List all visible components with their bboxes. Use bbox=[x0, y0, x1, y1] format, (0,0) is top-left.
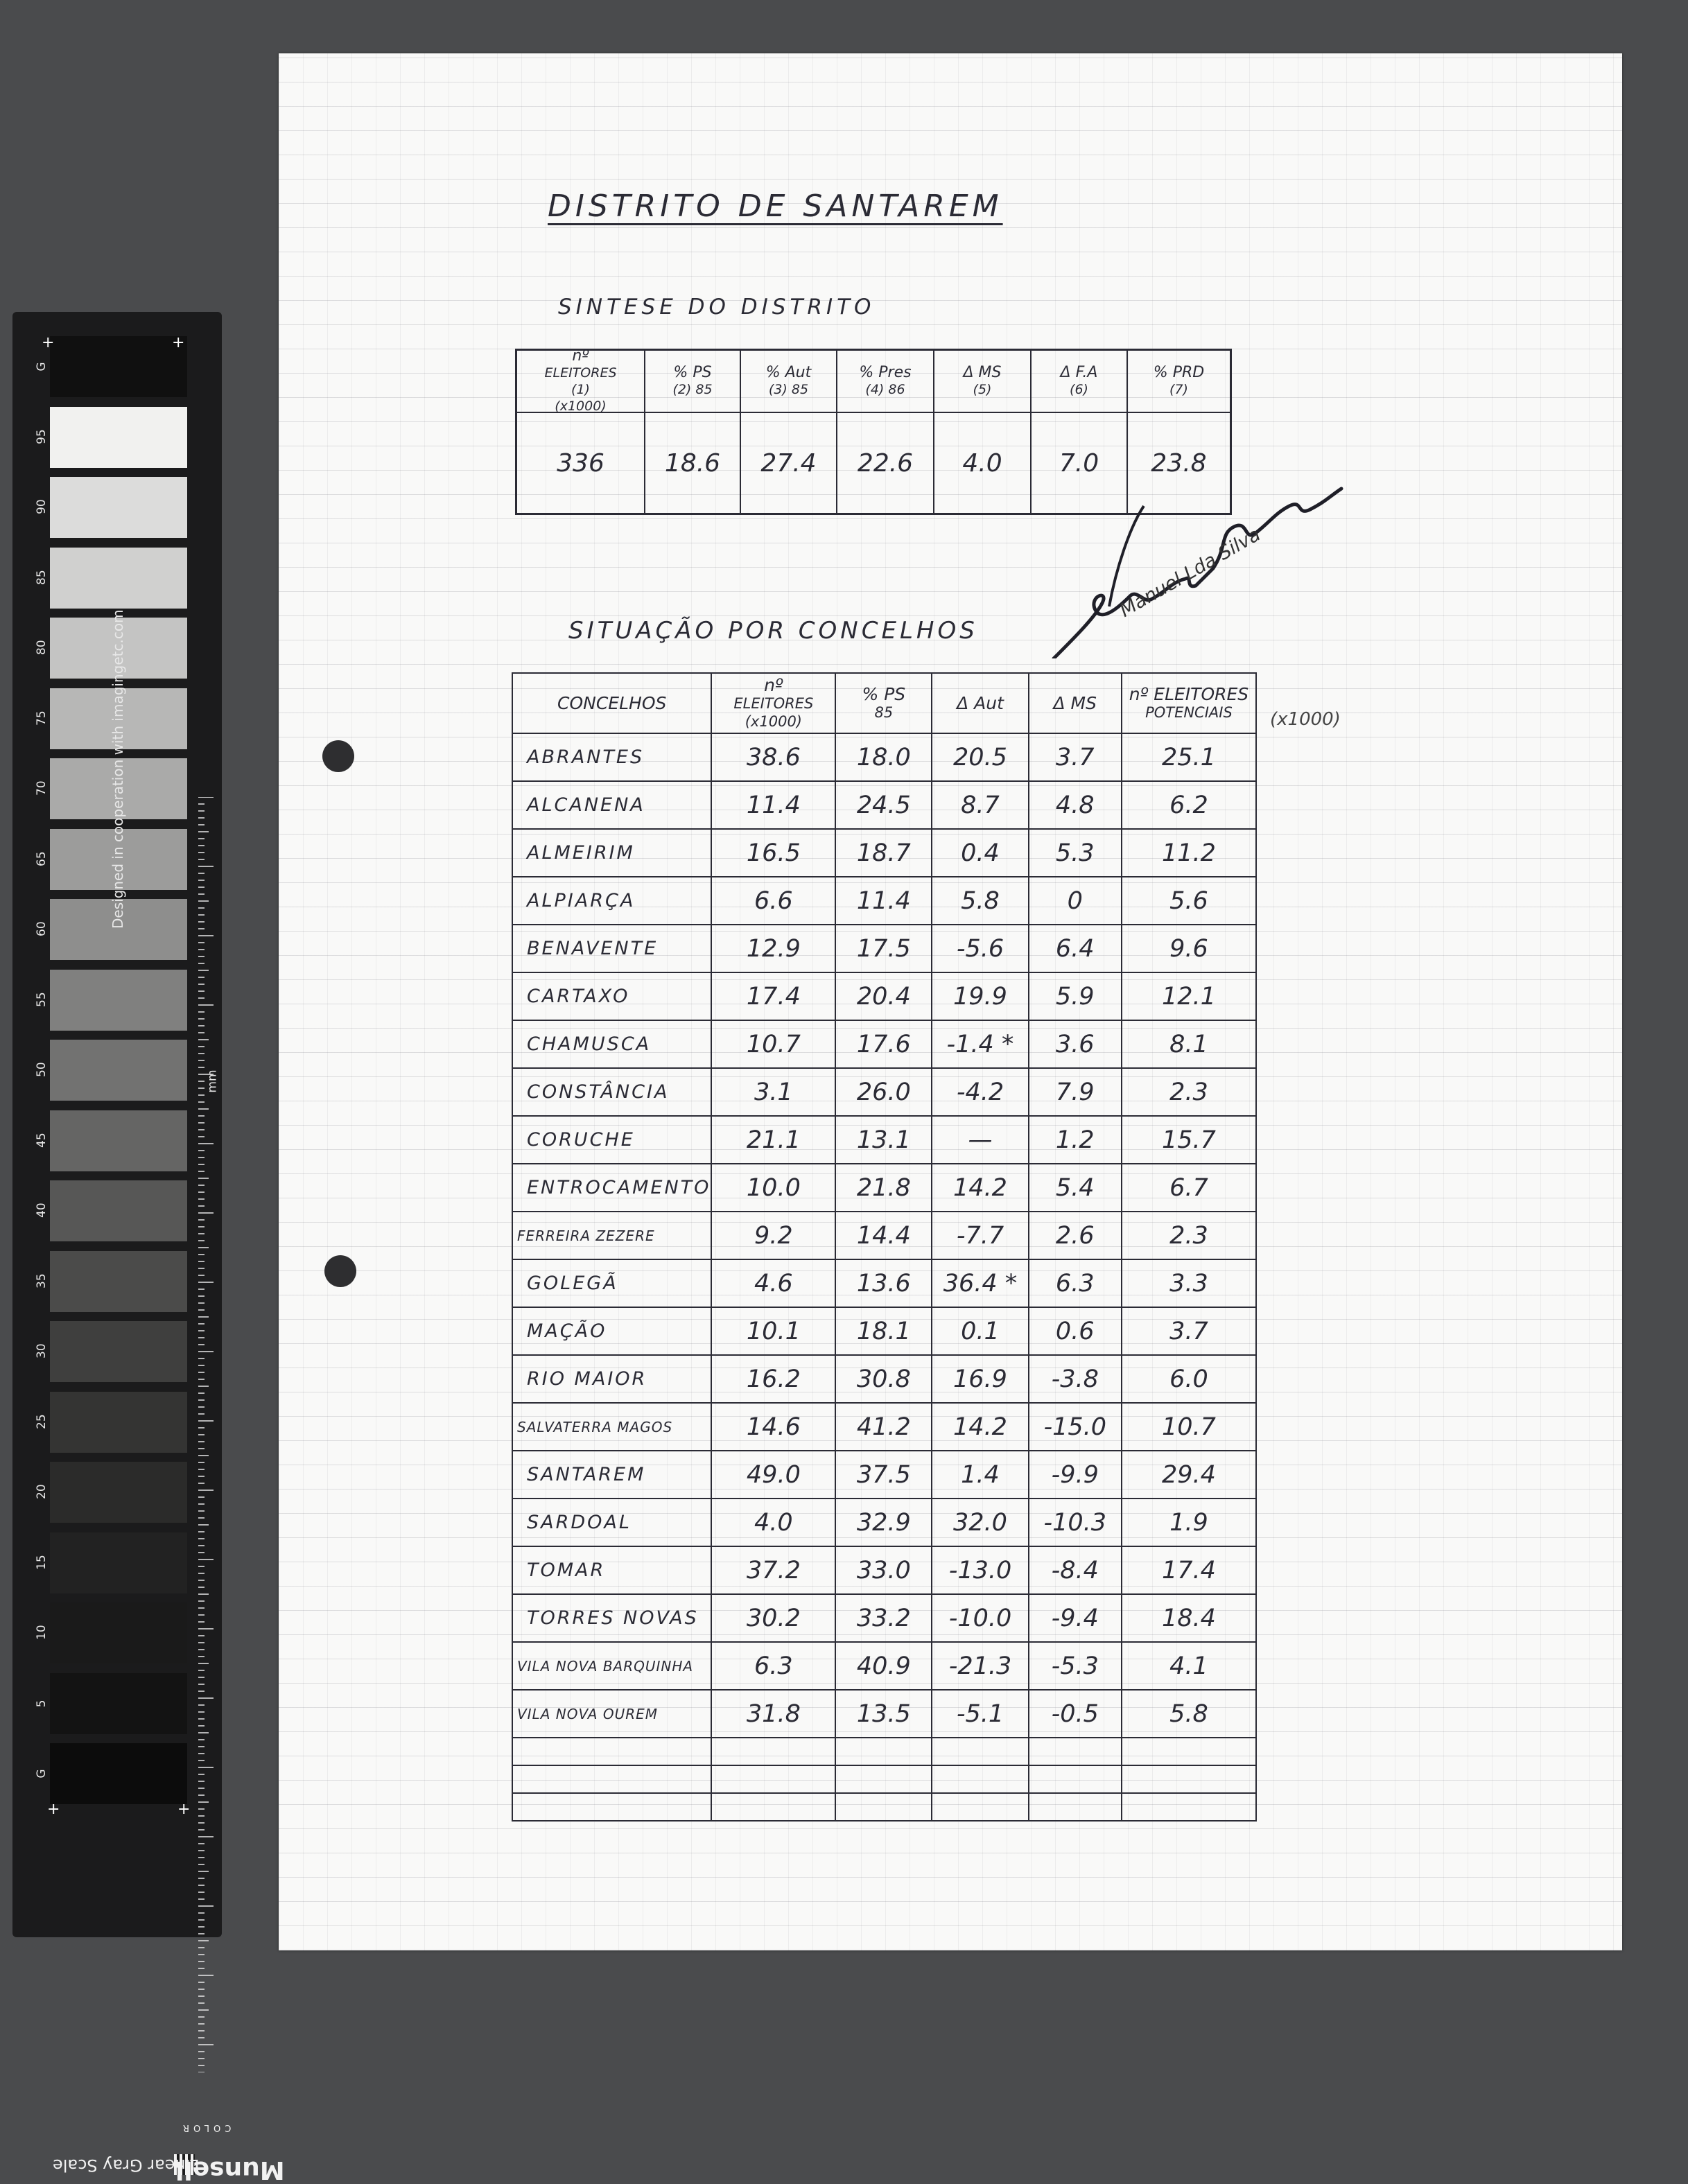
summary-header bbox=[645, 351, 741, 413]
blank-cell bbox=[1029, 1793, 1122, 1821]
value-cell: 32.9 bbox=[835, 1499, 932, 1546]
value-cell: 4.6 bbox=[711, 1259, 835, 1307]
header-line: (3) 85 bbox=[768, 382, 809, 397]
header-line: % PRD bbox=[1153, 364, 1205, 381]
signature bbox=[1047, 430, 1345, 658]
value-cell: 5.3 bbox=[1029, 829, 1122, 877]
gray-swatch bbox=[50, 1392, 187, 1453]
summary-header-text bbox=[544, 348, 616, 414]
gray-swatch bbox=[50, 336, 187, 397]
value-cell: 33.2 bbox=[835, 1594, 932, 1642]
value-cell: 37.2 bbox=[711, 1546, 835, 1594]
value-cell: 1.9 bbox=[1122, 1499, 1256, 1546]
municipality-name-cell: VILA NOVA BARQUINHA bbox=[512, 1642, 711, 1690]
value-cell: 5.8 bbox=[1122, 1690, 1256, 1738]
municipality-name-cell: TOMAR bbox=[512, 1546, 711, 1594]
table-row bbox=[512, 925, 1256, 972]
value-cell: 9.2 bbox=[711, 1212, 835, 1259]
table-row bbox=[512, 1451, 1256, 1499]
punch-hole bbox=[322, 740, 354, 772]
summary-header bbox=[1032, 351, 1128, 413]
table-row bbox=[512, 1499, 1256, 1546]
municipality-name-cell: FERREIRA ZEZERE bbox=[512, 1212, 711, 1259]
value-cell: 0 bbox=[1029, 877, 1122, 925]
value-cell: 41.2 bbox=[835, 1403, 932, 1451]
summary-value: 336 bbox=[517, 413, 645, 513]
blank-cell bbox=[512, 1738, 711, 1765]
swatch-label: 90 bbox=[35, 499, 49, 514]
header-line: ELEITORES bbox=[733, 694, 814, 712]
value-cell: 11.4 bbox=[835, 877, 932, 925]
summary-value: 4.0 bbox=[934, 413, 1032, 513]
plus-mark-icon: + bbox=[172, 334, 185, 351]
header-line: nº bbox=[572, 347, 589, 365]
summary-value: 7.0 bbox=[1032, 413, 1128, 513]
header-line: % Pres bbox=[859, 364, 912, 381]
mm-ruler bbox=[198, 797, 219, 2072]
summary-header bbox=[934, 351, 1032, 413]
value-cell: 20.4 bbox=[835, 972, 932, 1020]
municipality-name-cell: CORUCHE bbox=[512, 1116, 711, 1164]
value-cell: 18.4 bbox=[1122, 1594, 1256, 1642]
ruler-unit-label: mm bbox=[205, 1069, 220, 1093]
value-cell: 13.1 bbox=[835, 1116, 932, 1164]
header-line: (x1000) bbox=[745, 713, 802, 730]
header-line: (4) 86 bbox=[865, 382, 905, 397]
blank-cell bbox=[512, 1765, 711, 1793]
municipality-name-cell: SANTAREM bbox=[512, 1451, 711, 1499]
blank-cell bbox=[1122, 1765, 1256, 1793]
blank-cell bbox=[512, 1793, 711, 1821]
municipality-name-cell: ALCANENA bbox=[512, 781, 711, 829]
column-header bbox=[932, 673, 1028, 733]
value-cell: -4.2 bbox=[932, 1068, 1028, 1116]
table-row bbox=[512, 1068, 1256, 1116]
swatch-label: 70 bbox=[35, 780, 49, 796]
swatch-label: 85 bbox=[35, 569, 49, 585]
value-cell: -9.9 bbox=[1029, 1451, 1122, 1499]
summary-value: 23.8 bbox=[1151, 448, 1207, 478]
value-cell: 16.9 bbox=[932, 1355, 1028, 1403]
gray-swatch bbox=[50, 1321, 187, 1382]
value-cell: 17.4 bbox=[1122, 1546, 1256, 1594]
swatch-label: 20 bbox=[35, 1484, 49, 1499]
table-row bbox=[512, 877, 1256, 925]
value-cell: 18.1 bbox=[835, 1307, 932, 1355]
blank-cell bbox=[1029, 1738, 1122, 1765]
header-line: % PS bbox=[673, 364, 712, 381]
value-cell: 30.8 bbox=[835, 1355, 932, 1403]
value-cell: 18.0 bbox=[835, 733, 932, 781]
table-row bbox=[512, 1403, 1256, 1451]
brand-name: Munsell bbox=[175, 2156, 285, 2184]
swatch-label: G bbox=[35, 362, 49, 372]
value-cell: 9.6 bbox=[1122, 925, 1256, 972]
value-cell: 49.0 bbox=[711, 1451, 835, 1499]
table-row bbox=[512, 1594, 1256, 1642]
blank-cell bbox=[932, 1793, 1028, 1821]
gray-swatch bbox=[50, 1040, 187, 1101]
header-line: CONCELHOS bbox=[557, 692, 667, 713]
value-cell: 26.0 bbox=[835, 1068, 932, 1116]
table-row bbox=[512, 1355, 1256, 1403]
punch-hole bbox=[324, 1255, 356, 1287]
gray-swatch bbox=[50, 1180, 187, 1241]
value-cell: -21.3 bbox=[932, 1642, 1028, 1690]
value-cell: 18.7 bbox=[835, 829, 932, 877]
municipality-name-cell: RIO MAIOR bbox=[512, 1355, 711, 1403]
value-cell: 6.7 bbox=[1122, 1164, 1256, 1212]
value-cell: 6.2 bbox=[1122, 781, 1256, 829]
summary-value: 18.6 bbox=[645, 413, 741, 513]
swatch-label: 30 bbox=[35, 1343, 49, 1359]
header-line: % PS bbox=[862, 683, 906, 704]
column-header bbox=[711, 673, 835, 733]
value-cell: 32.0 bbox=[932, 1499, 1028, 1546]
swatch-label: 50 bbox=[35, 1062, 49, 1077]
municipality-name-cell: ALPIARÇA bbox=[512, 877, 711, 925]
table-row bbox=[512, 733, 1256, 781]
brand-sub: COLOR bbox=[179, 2122, 232, 2133]
table-row bbox=[512, 1642, 1256, 1690]
swatch-label: 25 bbox=[35, 1413, 49, 1429]
plus-mark-icon: + bbox=[177, 1801, 191, 1818]
summary-header bbox=[517, 347, 645, 414]
summary-value: 22.6 bbox=[837, 413, 934, 513]
value-cell: 1.4 bbox=[932, 1451, 1028, 1499]
value-cell: 3.1 bbox=[711, 1068, 835, 1116]
summary-header bbox=[837, 351, 934, 413]
gray-scale-card bbox=[12, 312, 285, 2184]
table-row bbox=[512, 1020, 1256, 1068]
summary-header bbox=[741, 351, 837, 413]
section-title-municipalities: SITUAÇÃO POR CONCELHOS bbox=[568, 617, 978, 645]
value-cell: 14.2 bbox=[932, 1403, 1028, 1451]
value-cell: 10.7 bbox=[1122, 1403, 1256, 1451]
municipality-name-cell: TORRES NOVAS bbox=[512, 1594, 711, 1642]
value-cell: 4.1 bbox=[1122, 1642, 1256, 1690]
unit-note: (x1000) bbox=[1270, 709, 1341, 730]
value-cell: -7.7 bbox=[932, 1212, 1028, 1259]
value-cell: 0.6 bbox=[1029, 1307, 1122, 1355]
blank-cell bbox=[835, 1765, 932, 1793]
value-cell: 2.6 bbox=[1029, 1212, 1122, 1259]
swatch-label: 10 bbox=[35, 1625, 49, 1640]
value-cell: 21.8 bbox=[835, 1164, 932, 1212]
municipality-name-cell: SALVATERRA MAGOS bbox=[512, 1403, 711, 1451]
gray-swatch bbox=[50, 970, 187, 1031]
municipality-name-cell: CHAMUSCA bbox=[512, 1020, 711, 1068]
value-cell: 29.4 bbox=[1122, 1451, 1256, 1499]
value-cell: 5.9 bbox=[1029, 972, 1122, 1020]
header-line: (6) bbox=[1070, 382, 1088, 397]
municipality-name-cell: MAÇÃO bbox=[512, 1307, 711, 1355]
summary-header-text bbox=[964, 365, 1002, 398]
value-cell: 5.8 bbox=[932, 877, 1028, 925]
value-cell: 37.5 bbox=[835, 1451, 932, 1499]
municipality-name-cell: ENTROCAMENTO bbox=[512, 1164, 711, 1212]
value-cell: 33.0 bbox=[835, 1546, 932, 1594]
column-header bbox=[835, 673, 932, 733]
scale-title: Linear Gray Scale bbox=[53, 2156, 200, 2175]
value-cell: 17.4 bbox=[711, 972, 835, 1020]
header-line: nº bbox=[764, 674, 783, 695]
value-cell: -10.0 bbox=[932, 1594, 1028, 1642]
value-cell: 10.7 bbox=[711, 1020, 835, 1068]
blank-cell bbox=[1122, 1738, 1256, 1765]
header-line: % Aut bbox=[765, 364, 812, 381]
municipality-name-cell: ABRANTES bbox=[512, 733, 711, 781]
table-row bbox=[512, 1546, 1256, 1594]
value-cell: 13.6 bbox=[835, 1259, 932, 1307]
value-cell: -1.4 * bbox=[932, 1020, 1028, 1068]
header-line: Δ F.A bbox=[1060, 364, 1098, 381]
value-cell: 36.4 * bbox=[932, 1259, 1028, 1307]
value-cell: 10.0 bbox=[711, 1164, 835, 1212]
value-cell: 20.5 bbox=[932, 733, 1028, 781]
value-cell: 6.3 bbox=[1029, 1259, 1122, 1307]
value-cell: 14.6 bbox=[711, 1403, 835, 1451]
value-cell: -8.4 bbox=[1029, 1546, 1122, 1594]
value-cell: -15.0 bbox=[1029, 1403, 1122, 1451]
header-line: Δ Aut bbox=[957, 692, 1004, 713]
value-cell: 2.3 bbox=[1122, 1212, 1256, 1259]
value-cell: 30.2 bbox=[711, 1594, 835, 1642]
summary-header-text bbox=[766, 365, 812, 398]
value-cell: — bbox=[932, 1116, 1028, 1164]
header-line: Δ MS bbox=[963, 364, 1002, 381]
blank-row bbox=[512, 1738, 1256, 1765]
summary-header-text bbox=[859, 365, 911, 398]
value-cell: 31.8 bbox=[711, 1690, 835, 1738]
value-cell: 25.1 bbox=[1122, 733, 1256, 781]
blank-cell bbox=[835, 1793, 932, 1821]
blank-cell bbox=[835, 1738, 932, 1765]
section-title-synthesis: SINTESE DO DISTRITO bbox=[558, 295, 876, 320]
swatch-label: 60 bbox=[35, 921, 49, 936]
header-line: nº ELEITORES bbox=[1129, 683, 1249, 704]
value-cell: 3.3 bbox=[1122, 1259, 1256, 1307]
blank-cell bbox=[932, 1738, 1028, 1765]
value-cell: 7.9 bbox=[1029, 1068, 1122, 1116]
gray-swatch bbox=[50, 1602, 187, 1663]
value-cell: -5.3 bbox=[1029, 1642, 1122, 1690]
header-line: ELEITORES bbox=[544, 365, 617, 381]
header-line: (7) bbox=[1169, 382, 1188, 397]
summary-header bbox=[1128, 351, 1230, 413]
signature-name: Manuel Lda Silva bbox=[1116, 523, 1264, 622]
value-cell: 6.0 bbox=[1122, 1355, 1256, 1403]
swatch-label: 35 bbox=[35, 1273, 49, 1288]
header-line: (2) 85 bbox=[672, 382, 713, 397]
table-row bbox=[512, 972, 1256, 1020]
summary-header-text bbox=[1154, 365, 1204, 398]
swatch-label: 80 bbox=[35, 640, 49, 655]
plus-mark-icon: + bbox=[42, 334, 55, 351]
blank-row bbox=[512, 1793, 1256, 1821]
blank-cell bbox=[1122, 1793, 1256, 1821]
value-cell: 19.9 bbox=[932, 972, 1028, 1020]
summary-header-text bbox=[1061, 365, 1098, 398]
value-cell: 38.6 bbox=[711, 733, 835, 781]
document-title: DISTRITO DE SANTAREM bbox=[548, 189, 1003, 224]
value-cell: 6.4 bbox=[1029, 925, 1122, 972]
value-cell: 6.6 bbox=[711, 877, 835, 925]
value-cell: 17.5 bbox=[835, 925, 932, 972]
value-cell: -3.8 bbox=[1029, 1355, 1122, 1403]
municipality-name-cell: SARDOAL bbox=[512, 1499, 711, 1546]
gray-swatch bbox=[50, 1110, 187, 1171]
swatch-label: 65 bbox=[35, 850, 49, 866]
value-cell: -13.0 bbox=[932, 1546, 1028, 1594]
value-cell: 12.1 bbox=[1122, 972, 1256, 1020]
table-body bbox=[512, 733, 1256, 1821]
blank-row bbox=[512, 1765, 1256, 1793]
value-cell: 40.9 bbox=[835, 1642, 932, 1690]
summary-value: 27.4 bbox=[741, 413, 837, 513]
value-cell: 11.2 bbox=[1122, 829, 1256, 877]
value-cell: 14.4 bbox=[835, 1212, 932, 1259]
value-cell: 6.3 bbox=[711, 1642, 835, 1690]
blank-cell bbox=[711, 1765, 835, 1793]
value-cell: 0.1 bbox=[932, 1307, 1028, 1355]
value-cell: 16.2 bbox=[711, 1355, 835, 1403]
header-line: (1) bbox=[571, 382, 590, 397]
value-cell: 10.1 bbox=[711, 1307, 835, 1355]
value-cell: 0.4 bbox=[932, 829, 1028, 877]
gray-swatch bbox=[50, 407, 187, 468]
value-cell: 12.9 bbox=[711, 925, 835, 972]
municipality-name-cell: BENAVENTE bbox=[512, 925, 711, 972]
header-line: 85 bbox=[874, 704, 894, 721]
swatch-label: 45 bbox=[35, 1132, 49, 1148]
table-row bbox=[512, 1690, 1256, 1738]
blank-cell bbox=[1029, 1765, 1122, 1793]
column-header bbox=[1122, 673, 1256, 733]
municipality-name-cell: ALMEIRIM bbox=[512, 829, 711, 877]
gray-swatch bbox=[50, 1532, 187, 1593]
plus-mark-icon: + bbox=[47, 1801, 60, 1818]
municipality-name-cell: CONSTÂNCIA bbox=[512, 1068, 711, 1116]
blank-cell bbox=[711, 1793, 835, 1821]
swatch-label: 15 bbox=[35, 1554, 49, 1570]
header-line: POTENCIAIS bbox=[1145, 704, 1233, 721]
header-line: (x1000) bbox=[555, 399, 607, 414]
summary-header-text bbox=[672, 365, 712, 398]
value-cell: -10.3 bbox=[1029, 1499, 1122, 1546]
value-cell: 24.5 bbox=[835, 781, 932, 829]
value-cell: -0.5 bbox=[1029, 1690, 1122, 1738]
value-cell: 21.1 bbox=[711, 1116, 835, 1164]
gray-swatch bbox=[50, 1251, 187, 1312]
swatch-label: 40 bbox=[35, 1203, 49, 1218]
table-row bbox=[512, 1307, 1256, 1355]
value-cell: 5.4 bbox=[1029, 1164, 1122, 1212]
value-cell: 8.1 bbox=[1122, 1020, 1256, 1068]
value-cell: 3.7 bbox=[1029, 733, 1122, 781]
gray-swatch bbox=[50, 1743, 187, 1804]
value-cell: 8.7 bbox=[932, 781, 1028, 829]
table-row bbox=[512, 1164, 1256, 1212]
blank-cell bbox=[711, 1738, 835, 1765]
value-cell: 16.5 bbox=[711, 829, 835, 877]
table-row bbox=[512, 1116, 1256, 1164]
column-header bbox=[512, 673, 711, 733]
value-cell: 2.3 bbox=[1122, 1068, 1256, 1116]
value-cell: -5.6 bbox=[932, 925, 1028, 972]
column-header bbox=[1029, 673, 1122, 733]
designed-note: Designed in cooperation with imagingetc.com bbox=[110, 609, 126, 929]
municipality-name-cell: GOLEGÃ bbox=[512, 1259, 711, 1307]
table-row bbox=[512, 829, 1256, 877]
swatch-label: 75 bbox=[35, 710, 49, 726]
municipality-name-cell: VILA NOVA OUREM bbox=[512, 1690, 711, 1738]
municipality-name-cell: CARTAXO bbox=[512, 972, 711, 1020]
value-cell: 14.2 bbox=[932, 1164, 1028, 1212]
header-line: (5) bbox=[973, 382, 992, 397]
gray-swatch bbox=[50, 1673, 187, 1734]
swatch-label: 95 bbox=[35, 428, 49, 444]
value-cell: 1.2 bbox=[1029, 1116, 1122, 1164]
value-cell: 5.6 bbox=[1122, 877, 1256, 925]
value-cell: -5.1 bbox=[932, 1690, 1028, 1738]
header-line: Δ MS bbox=[1053, 692, 1097, 713]
value-cell: 15.7 bbox=[1122, 1116, 1256, 1164]
table-row bbox=[512, 781, 1256, 829]
value-cell: 3.7 bbox=[1122, 1307, 1256, 1355]
value-cell: 13.5 bbox=[835, 1690, 932, 1738]
value-cell: 3.6 bbox=[1029, 1020, 1122, 1068]
table-row bbox=[512, 1259, 1256, 1307]
municipalities-table bbox=[512, 672, 1257, 1822]
table-row bbox=[512, 1212, 1256, 1259]
value-cell: 11.4 bbox=[711, 781, 835, 829]
table-header-row bbox=[512, 673, 1256, 733]
swatch-label: 5 bbox=[35, 1700, 49, 1707]
swatch-label: G bbox=[35, 1769, 49, 1779]
value-cell: -9.4 bbox=[1029, 1594, 1122, 1642]
value-cell: 4.0 bbox=[711, 1499, 835, 1546]
swatch-label: 55 bbox=[35, 991, 49, 1007]
blank-cell bbox=[932, 1765, 1028, 1793]
gray-swatch bbox=[50, 1462, 187, 1523]
value-cell: 17.6 bbox=[835, 1020, 932, 1068]
value-cell: 4.8 bbox=[1029, 781, 1122, 829]
